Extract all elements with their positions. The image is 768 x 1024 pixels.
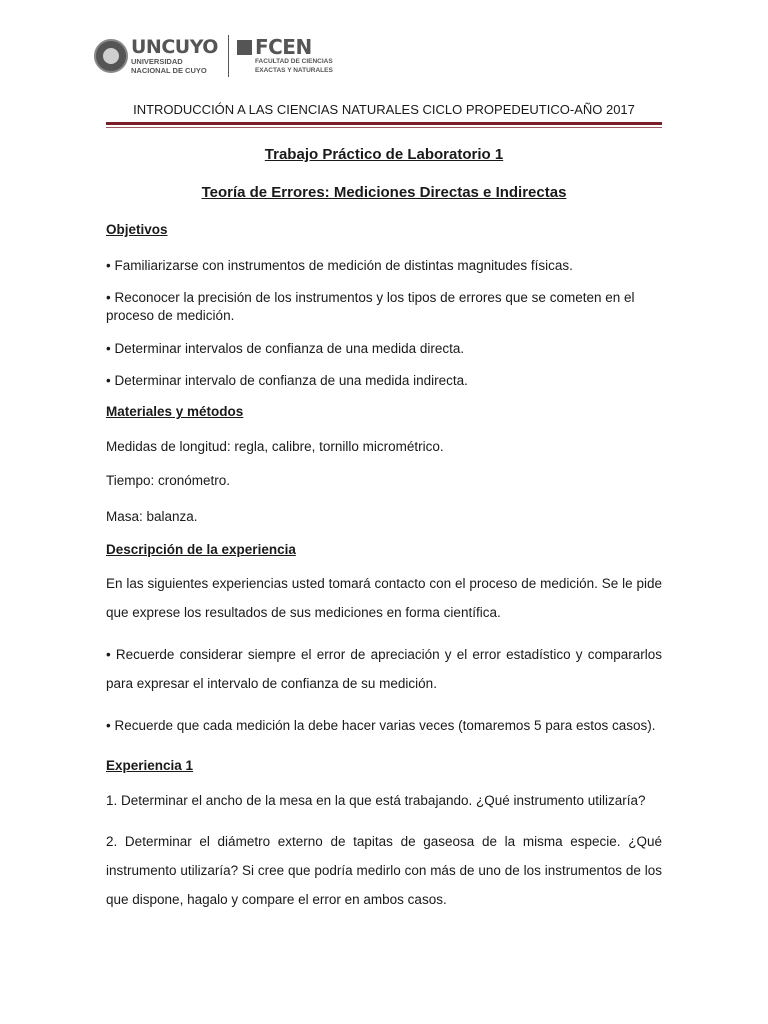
experiencia-item: 1. Determinar el ancho de la mesa en la que está trabajando. ¿Qué instrumento utilizaría? xyxy=(106,793,646,808)
descripcion-paragraph: • Recuerde considerar siempre el error de apreciación y el error estadístico y compararlos para expresar el intervalo de confianza de su medición. xyxy=(106,647,662,691)
objetivo-item: • Determinar intervalos de confianza de una medida directa. xyxy=(106,341,465,356)
logo-divider xyxy=(228,35,229,77)
document-subtitle: Teoría de Errores: Mediciones Directas e Indirectas xyxy=(201,184,567,201)
header-logos xyxy=(94,34,333,78)
fcen-line1: FACULTAD DE CIENCIAS xyxy=(254,58,333,66)
descripcion-heading: Descripción de la experiencia xyxy=(106,542,296,557)
header-rule xyxy=(106,122,662,125)
experiencia-item: 2. Determinar el diámetro externo de tapitas de gaseosa de la misma especie. ¿Qué instrumento utilizaría? Si cree que podría medirlo con más de uno de los instrumentos de los que dispone, hagalo y compare el error en ambos casos. xyxy=(106,834,662,907)
uncuyo-line1: UNIVERSIDAD xyxy=(131,56,183,66)
uncuyo-name: UNCUYO xyxy=(131,35,218,58)
fcen-name: FCEN xyxy=(254,35,312,60)
objetivos-heading: Objetivos xyxy=(106,222,168,237)
uncuyo-line2: NACIONAL DE CUYO xyxy=(131,65,207,75)
materiales-heading: Materiales y métodos xyxy=(106,404,244,419)
header-rule-thin xyxy=(106,127,662,128)
material-item: Tiempo: cronómetro. xyxy=(106,473,231,488)
uncuyo-logo xyxy=(94,35,218,75)
fcen-logo xyxy=(237,37,333,75)
descripcion-paragraph: En las siguientes experiencias usted tomará contacto con el proceso de medición. Se le pide que exprese los resultados de sus mediciones en forma científica. xyxy=(106,576,662,620)
fcen-line2: EXACTAS Y NATURALES xyxy=(254,67,333,74)
fcen-square-icon xyxy=(237,40,252,55)
university-seal-icon xyxy=(94,39,128,73)
objetivo-item: • Determinar intervalo de confianza de una medida indirecta. xyxy=(106,373,468,388)
material-item: Masa: balanza. xyxy=(106,509,198,524)
document-title: Trabajo Práctico de Laboratorio 1 xyxy=(264,146,504,163)
material-item: Medidas de longitud: regla, calibre, tornillo micrométrico. xyxy=(106,439,444,454)
objetivo-item: • Reconocer la precisión de los instrumentos y los tipos de errores que se cometen en el proceso de medición. xyxy=(106,290,635,323)
experiencia1-heading: Experiencia 1 xyxy=(106,758,194,773)
course-line: INTRODUCCIÓN A LAS CIENCIAS NATURALES CICLO PROPEDEUTICO-AÑO 2017 xyxy=(133,102,635,117)
descripcion-paragraph: • Recuerde que cada medición la debe hacer varias veces (tomaremos 5 para estos casos). xyxy=(106,718,656,733)
objetivo-item: • Familiarizarse con instrumentos de medición de distintas magnitudes físicas. xyxy=(106,258,573,273)
